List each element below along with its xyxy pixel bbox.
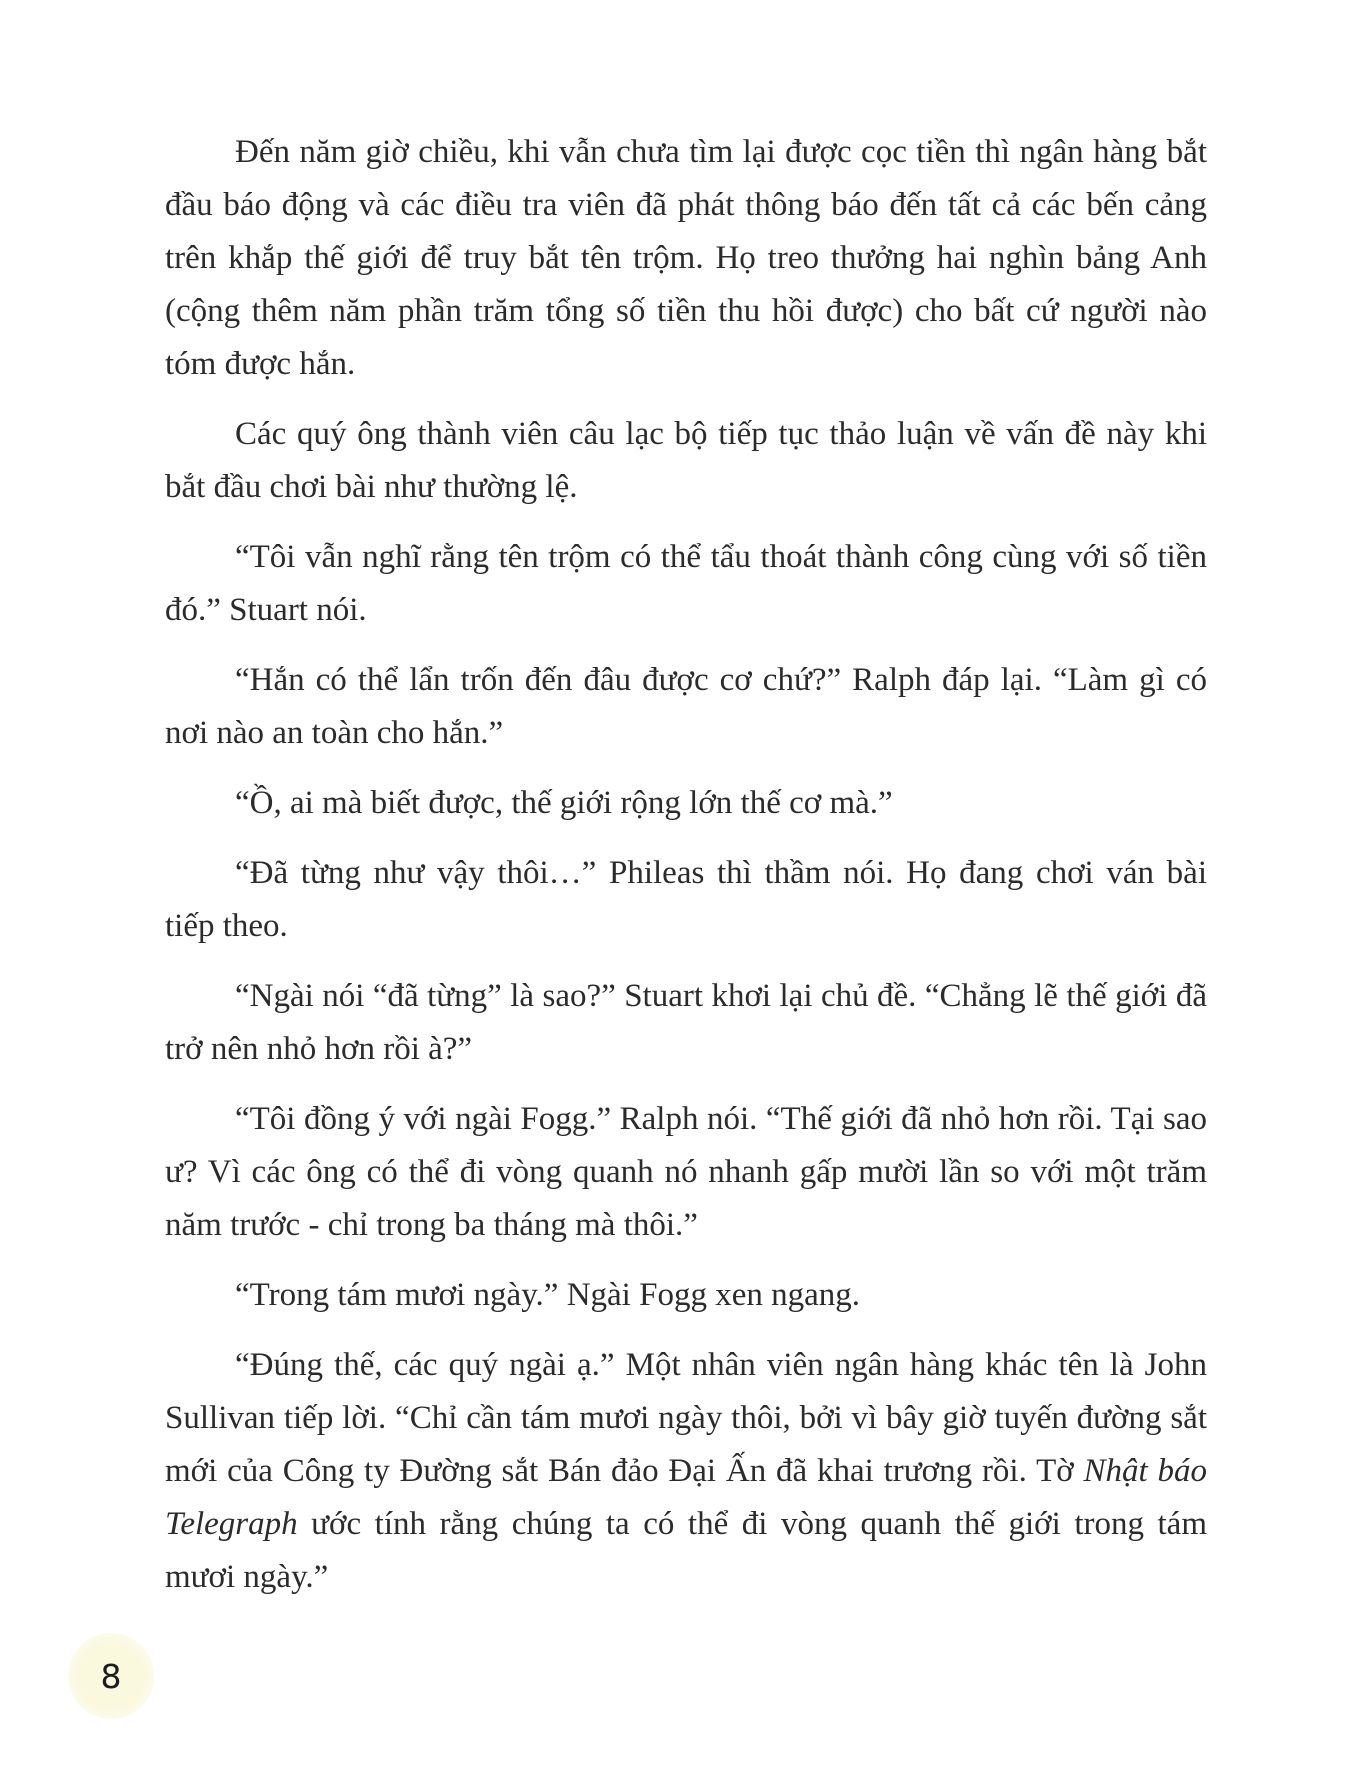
text-run: “Đúng thế, các quý ngài ạ.” Một nhân viên ngân hàng khác tên là John Sullivan tiếp lời. “Chỉ cần tám mươi ngày thôi, bởi vì bây giờ tuyến đường sắt mới của Công ty Đường sắt Bán đảo Đại Ấn đã khai trương rồi. Tờ — [165, 1347, 1207, 1489]
text-run: “Tôi vẫn nghĩ rằng tên trộm có thể tẩu thoát thành công cùng với số tiền đó.” Stuart nói. — [165, 539, 1207, 628]
paragraph — [165, 970, 1207, 1076]
paragraph — [165, 1269, 1207, 1322]
paragraph — [165, 408, 1207, 514]
text-run: ước tính rằng chúng ta có thể đi vòng quanh thế giới trong tám mươi ngày.” — [165, 1506, 1207, 1595]
paragraph — [165, 654, 1207, 760]
paragraph — [165, 777, 1207, 830]
text-run: “Tôi đồng ý với ngài Fogg.” Ralph nói. “Thế giới đã nhỏ hơn rồi. Tại sao ư? Vì các ông có thể đi vòng quanh nó nhanh gấp mười lần so với một trăm năm trước - chỉ trong ba tháng mà thôi.” — [165, 1101, 1207, 1243]
body-text — [165, 126, 1207, 1604]
text-run: “Hắn có thể lẩn trốn đến đâu được cơ chứ?” Ralph đáp lại. “Làm gì có nơi nào an toàn cho hắn.” — [165, 662, 1207, 751]
paragraph — [165, 126, 1207, 391]
text-run: “Ồ, ai mà biết được, thế giới rộng lớn thế cơ mà.” — [235, 785, 893, 821]
text-run: “Đã từng như vậy thôi…” Phileas thì thầm nói. Họ đang chơi ván bài tiếp theo. — [165, 855, 1207, 944]
page-number-badge — [68, 1633, 154, 1719]
text-run: Đến năm giờ chiều, khi vẫn chưa tìm lại được cọc tiền thì ngân hàng bắt đầu báo động và các điều tra viên đã phát thông báo đến tất cả các bến cảng trên khắp thế giới để truy bắt tên trộm. Họ treo thưởng hai nghìn bảng Anh (cộng thêm năm phần trăm tổng số tiền thu hồi được) cho bất cứ người nào tóm được hắn. — [165, 134, 1207, 382]
paragraph — [165, 1093, 1207, 1252]
text-run: “Trong tám mươi ngày.” Ngài Fogg xen ngang. — [235, 1277, 860, 1313]
page-number: 8 — [100, 1656, 122, 1696]
text-run: Các quý ông thành viên câu lạc bộ tiếp tục thảo luận về vấn đề này khi bắt đầu chơi bài như thường lệ. — [165, 416, 1207, 505]
paragraph — [165, 531, 1207, 637]
paragraph — [165, 847, 1207, 953]
text-run: “Ngài nói “đã từng” là sao?” Stuart khơi lại chủ đề. “Chẳng lẽ thế giới đã trở nên nhỏ hơn rồi à?” — [165, 978, 1207, 1067]
italic-text-run: Nhật báo Telegraph — [165, 1453, 1207, 1542]
paragraph — [165, 1339, 1207, 1604]
